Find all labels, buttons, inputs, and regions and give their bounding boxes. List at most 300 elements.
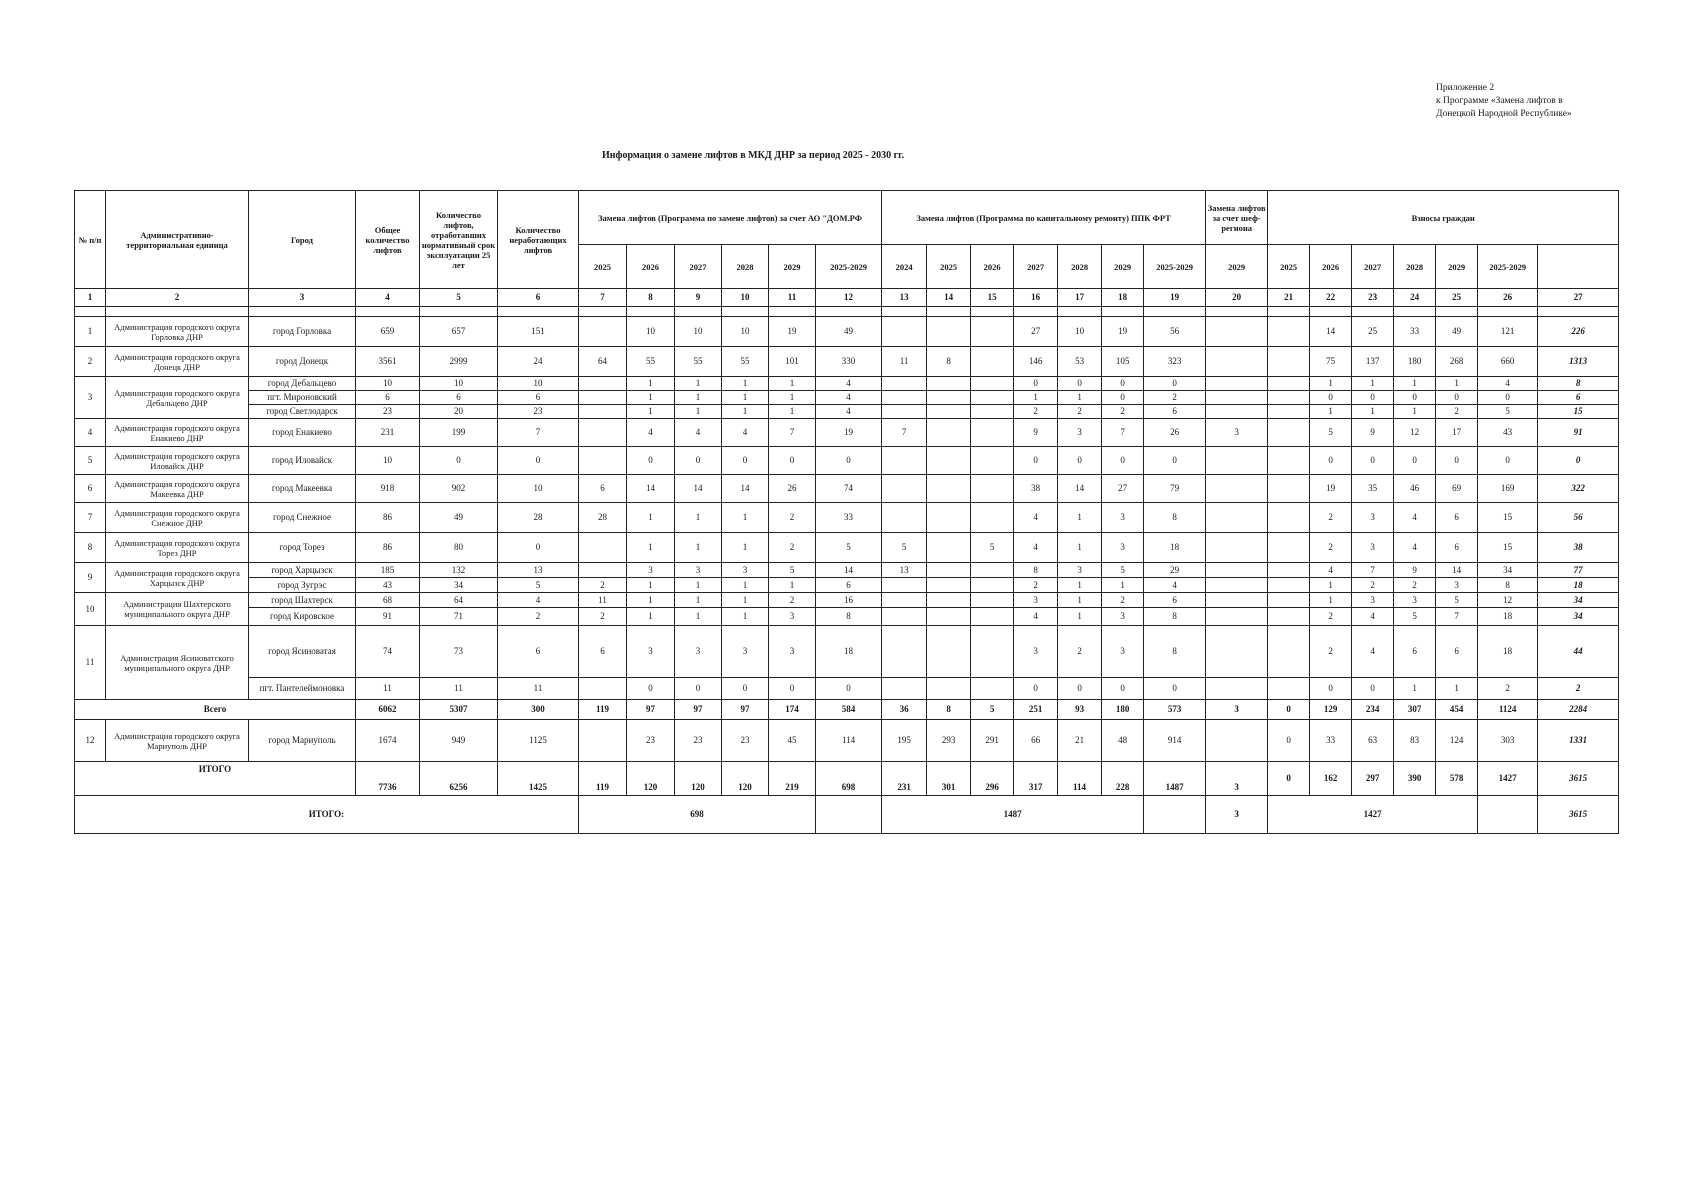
table-cell: 2 (769, 533, 816, 563)
table-cell: 10 (498, 377, 579, 391)
table-cell (882, 593, 927, 608)
table-cell: 2 (579, 578, 627, 593)
table-cell: 97 (722, 700, 769, 720)
table-cell: 18 (1478, 608, 1538, 626)
table-cell: 2 (1394, 578, 1436, 593)
table-cell: 1 (627, 503, 675, 533)
table-cell: 0 (627, 447, 675, 475)
table-cell (1206, 608, 1268, 626)
table-cell (579, 317, 627, 347)
table-cell: 390 (1394, 762, 1436, 796)
table-cell: 64 (579, 347, 627, 377)
table-row (75, 377, 1619, 391)
table-cell (1268, 307, 1310, 317)
table-cell: 1 (769, 377, 816, 391)
table-cell: 14 (1310, 317, 1352, 347)
table-cell: 0 (1268, 762, 1310, 796)
table-cell: 454 (1436, 700, 1478, 720)
table-cell: Всего (75, 700, 356, 720)
table-cell: 0 (498, 533, 579, 563)
table-cell (1268, 593, 1310, 608)
table-cell (1268, 317, 1310, 347)
table-cell: 18 (1144, 533, 1206, 563)
table-cell: 15 (1538, 405, 1619, 419)
table-row (75, 762, 1619, 796)
table-cell: 2029 (1206, 245, 1268, 289)
table-cell: 1 (675, 578, 722, 593)
table-cell: 3 (1394, 593, 1436, 608)
table-cell: 43 (356, 578, 420, 593)
table-cell (971, 447, 1014, 475)
table-cell: 68 (356, 593, 420, 608)
table-cell: 1 (675, 391, 722, 405)
table-cell: 657 (420, 317, 498, 347)
table-cell: 0 (1310, 678, 1352, 700)
table-cell: 1 (1310, 377, 1352, 391)
table-cell: 2029 (769, 245, 816, 289)
table-cell: 93 (1058, 700, 1102, 720)
table-cell: 307 (1394, 700, 1436, 720)
table-cell: 3 (1352, 533, 1394, 563)
table-cell: 105 (1102, 347, 1144, 377)
table-cell: 6 (1144, 593, 1206, 608)
table-cell: 0 (1394, 447, 1436, 475)
table-cell (1268, 447, 1310, 475)
table-cell: 2027 (1014, 245, 1058, 289)
table-cell: 3 (675, 563, 722, 578)
table-cell: 12 (75, 720, 106, 762)
table-cell: 10 (356, 377, 420, 391)
table-cell: 2027 (1352, 245, 1394, 289)
table-cell: 25 (1436, 289, 1478, 307)
table-cell: город Харцызск (249, 563, 356, 578)
table-cell: 3 (1352, 503, 1394, 533)
table-row (75, 626, 1619, 678)
table-cell: 584 (816, 700, 882, 720)
table-cell (579, 563, 627, 578)
table-cell: 4 (816, 377, 882, 391)
table-cell: 199 (420, 419, 498, 447)
table-cell: 8 (816, 608, 882, 626)
table-cell: 0 (1352, 391, 1394, 405)
table-cell: 7 (498, 419, 579, 447)
table-cell: 0 (1352, 447, 1394, 475)
table-cell: 0 (1268, 700, 1310, 720)
table-cell: 19 (1310, 475, 1352, 503)
table-cell: 9 (1014, 419, 1058, 447)
table-cell (1268, 405, 1310, 419)
table-cell: пгт. Пантелеймоновка (249, 678, 356, 700)
table-cell: 26 (769, 475, 816, 503)
table-cell: 3 (1058, 419, 1102, 447)
table-cell (1268, 578, 1310, 593)
table-cell: 180 (1394, 347, 1436, 377)
table-cell: 28 (579, 503, 627, 533)
table-cell: 7 (769, 419, 816, 447)
table-cell: 251 (1014, 700, 1058, 720)
table-cell: 63 (1352, 720, 1394, 762)
table-cell: 14 (1058, 475, 1102, 503)
table-cell: 20 (420, 405, 498, 419)
table-cell: 2 (769, 593, 816, 608)
table-cell: 573 (1144, 700, 1206, 720)
table-cell: 5 (1394, 608, 1436, 626)
table-cell: 4 (356, 289, 420, 307)
table-cell: 1 (722, 377, 769, 391)
table-cell: 5 (769, 563, 816, 578)
table-row (75, 578, 1619, 593)
table-cell: 5 (498, 578, 579, 593)
table-cell (1206, 391, 1268, 405)
table-cell: 3 (75, 377, 106, 419)
table-cell (971, 307, 1014, 317)
table-cell: 330 (816, 347, 882, 377)
table-cell: 0 (1058, 678, 1102, 700)
table-cell: 0 (1014, 678, 1058, 700)
table-cell: 4 (1394, 503, 1436, 533)
table-cell (1206, 405, 1268, 419)
table-cell: 48 (1102, 720, 1144, 762)
table-cell (1014, 307, 1058, 317)
table-cell: 6 (1144, 405, 1206, 419)
table-cell (1478, 307, 1538, 317)
table-cell: 1 (1310, 405, 1352, 419)
table-cell: 6 (498, 289, 579, 307)
table-cell (579, 447, 627, 475)
table-row (75, 419, 1619, 447)
table-cell: 3 (1206, 796, 1268, 834)
table-cell: город Енакиево (249, 419, 356, 447)
table-cell: 5 (1478, 405, 1538, 419)
table-cell: 3 (1352, 593, 1394, 608)
table-cell: 1 (675, 377, 722, 391)
table-cell: 38 (1014, 475, 1058, 503)
table-cell: 3 (722, 626, 769, 678)
table-cell (1144, 307, 1206, 317)
table-cell: 1 (675, 593, 722, 608)
table-cell (1206, 307, 1268, 317)
table-cell: 4 (498, 593, 579, 608)
table-cell (971, 377, 1014, 391)
table-cell (927, 475, 971, 503)
table-cell: 1487 (882, 796, 1144, 834)
table-cell: 28 (498, 503, 579, 533)
table-cell: 2025-2029 (1144, 245, 1206, 289)
table-cell: 15 (971, 289, 1014, 307)
table-cell: 17 (1436, 419, 1478, 447)
table-cell: 3561 (356, 347, 420, 377)
table-cell: 1331 (1538, 720, 1619, 762)
table-cell: 5 (882, 533, 927, 563)
table-cell: 15 (1478, 533, 1538, 563)
table-cell: 8 (1014, 563, 1058, 578)
table-cell: 11 (882, 347, 927, 377)
table-cell: 56 (1538, 503, 1619, 533)
table-cell (1206, 475, 1268, 503)
table-cell: 6 (1394, 626, 1436, 678)
table-cell: 2028 (1058, 245, 1102, 289)
table-cell: 1487 (1144, 762, 1206, 796)
table-cell: 1 (1394, 678, 1436, 700)
table-cell: 2026 (971, 245, 1014, 289)
table-cell (927, 391, 971, 405)
table-row (75, 447, 1619, 475)
table-cell: 71 (420, 608, 498, 626)
table-cell: 11 (498, 678, 579, 700)
table-cell: Администрация Шахтерского муниципального округа ДНР (106, 593, 249, 626)
table-cell: 231 (356, 419, 420, 447)
table-cell: 10 (722, 289, 769, 307)
table-cell: 2 (1310, 533, 1352, 563)
table-row (75, 593, 1619, 608)
table-cell: Административно-территориальная единица (106, 191, 249, 289)
table-cell: 5 (971, 700, 1014, 720)
table-header-row (75, 191, 1619, 245)
table-cell: 34 (1538, 593, 1619, 608)
table-cell: город Светлодарск (249, 405, 356, 419)
table-cell: город Ясиноватая (249, 626, 356, 678)
table-row (75, 347, 1619, 377)
table-cell: город Дебальцево (249, 377, 356, 391)
table-cell (1436, 307, 1478, 317)
table-row (75, 700, 1619, 720)
table-cell: 4 (675, 419, 722, 447)
table-cell: 4 (1352, 608, 1394, 626)
table-cell: 7 (579, 289, 627, 307)
table-cell: 0 (1102, 377, 1144, 391)
table-cell: 234 (1352, 700, 1394, 720)
table-cell: 4 (1014, 533, 1058, 563)
table-cell (971, 593, 1014, 608)
table-cell: 0 (1310, 391, 1352, 405)
table-cell: 2 (1058, 626, 1102, 678)
table-cell: 1 (769, 391, 816, 405)
elevator-replacement-table (74, 190, 1619, 834)
table-cell: 1 (722, 608, 769, 626)
table-cell: 34 (1538, 608, 1619, 626)
table-cell: 1 (1058, 503, 1102, 533)
table-cell (1206, 678, 1268, 700)
table-cell: 0 (1310, 447, 1352, 475)
table-cell: 73 (420, 626, 498, 678)
table-cell: 2 (1538, 678, 1619, 700)
table-cell: 27 (1102, 475, 1144, 503)
table-cell: 19 (1144, 289, 1206, 307)
table-cell: 8 (1144, 626, 1206, 678)
table-cell: 2 (1014, 405, 1058, 419)
table-cell: 10 (675, 317, 722, 347)
table-cell: 2 (1310, 626, 1352, 678)
table-cell: 2027 (675, 245, 722, 289)
table-cell: Администрация городского округа Дебальцево ДНР (106, 377, 249, 419)
table-cell: 296 (971, 762, 1014, 796)
table-cell: 0 (1144, 678, 1206, 700)
table-cell: 1427 (1268, 796, 1478, 834)
table-cell (971, 578, 1014, 593)
table-cell: 2026 (1310, 245, 1352, 289)
table-cell: 4 (1014, 608, 1058, 626)
table-cell: 8 (1144, 608, 1206, 626)
table-cell: 11 (356, 678, 420, 700)
table-cell (971, 475, 1014, 503)
table-cell: 2 (1478, 678, 1538, 700)
table-cell: 19 (1102, 317, 1144, 347)
table-cell: 322 (1538, 475, 1619, 503)
table-cell: 119 (579, 762, 627, 796)
table-cell (1394, 307, 1436, 317)
table-cell: 10 (356, 447, 420, 475)
table-cell: 6 (816, 578, 882, 593)
table-cell: 4 (627, 419, 675, 447)
table-cell (1268, 626, 1310, 678)
table-cell: 4 (1310, 563, 1352, 578)
table-cell: 2999 (420, 347, 498, 377)
table-cell (971, 347, 1014, 377)
table-cell: 46 (1394, 475, 1436, 503)
table-cell: 2029 (1436, 245, 1478, 289)
table-cell: 18 (816, 626, 882, 678)
table-cell: 18 (1478, 626, 1538, 678)
table-row (75, 503, 1619, 533)
table-cell: 949 (420, 720, 498, 762)
table-cell: 8 (627, 289, 675, 307)
table-cell (579, 377, 627, 391)
table-cell: 4 (1394, 533, 1436, 563)
table-cell: 56 (1144, 317, 1206, 347)
table-cell: 195 (882, 720, 927, 762)
table-cell (971, 503, 1014, 533)
table-cell (1352, 307, 1394, 317)
table-cell: 77 (1538, 563, 1619, 578)
table-cell: 3 (769, 626, 816, 678)
table-cell: 6 (356, 391, 420, 405)
table-cell: 1 (675, 608, 722, 626)
table-cell: 2025-2029 (816, 245, 882, 289)
table-cell (927, 419, 971, 447)
table-cell (579, 405, 627, 419)
table-cell: 3615 (1538, 762, 1619, 796)
table-cell: 10 (722, 317, 769, 347)
table-cell: 1 (675, 405, 722, 419)
table-cell (882, 626, 927, 678)
table-cell: 97 (627, 700, 675, 720)
table-cell: Администрация городского округа Снежное ДНР (106, 503, 249, 533)
table-cell: Администрация городского округа Донецк ДНР (106, 347, 249, 377)
table-cell: 2 (75, 347, 106, 377)
table-cell: 6256 (420, 762, 498, 796)
table-cell: 2 (1014, 578, 1058, 593)
table-cell: 0 (675, 447, 722, 475)
table-cell: 5 (1102, 563, 1144, 578)
table-cell: 6 (75, 475, 106, 503)
table-cell: город Макеевка (249, 475, 356, 503)
table-cell (1206, 593, 1268, 608)
table-cell: 1 (627, 391, 675, 405)
table-cell: Общее количество лифтов (356, 191, 420, 289)
table-cell: 86 (356, 503, 420, 533)
table-cell: 2284 (1538, 700, 1619, 720)
table-cell: 49 (420, 503, 498, 533)
table-cell: 1 (1310, 578, 1352, 593)
table-cell: Администрация городского округа Мариуполь ДНР (106, 720, 249, 762)
table-cell: 578 (1436, 762, 1478, 796)
table-cell: 0 (1352, 678, 1394, 700)
table-cell: город Зугрэс (249, 578, 356, 593)
table-cell: 291 (971, 720, 1014, 762)
table-cell (927, 405, 971, 419)
table-cell (1268, 563, 1310, 578)
table-cell: 0 (498, 447, 579, 475)
table-cell: 660 (1478, 347, 1538, 377)
table-cell: 10 (627, 317, 675, 347)
table-cell (1268, 678, 1310, 700)
table-cell: 3 (1102, 533, 1144, 563)
table-cell: 1 (1436, 678, 1478, 700)
table-cell: 0 (1478, 391, 1538, 405)
table-cell: 6 (498, 626, 579, 678)
table-cell: 8 (1538, 377, 1619, 391)
table-cell: 0 (627, 678, 675, 700)
table-cell (579, 391, 627, 405)
table-cell: город Иловайск (249, 447, 356, 475)
table-cell: 5 (75, 447, 106, 475)
table-cell (927, 626, 971, 678)
table-cell: 0 (722, 678, 769, 700)
table-cell: 2 (1058, 405, 1102, 419)
table-cell: 64 (420, 593, 498, 608)
table-cell (579, 533, 627, 563)
table-cell: 180 (1102, 700, 1144, 720)
table-cell: 3 (249, 289, 356, 307)
table-cell: 86 (356, 533, 420, 563)
table-cell: 1 (1436, 377, 1478, 391)
table-cell (1206, 578, 1268, 593)
table-cell (882, 678, 927, 700)
table-cell: 6062 (356, 700, 420, 720)
table-cell (927, 317, 971, 347)
table-cell: 53 (1058, 347, 1102, 377)
table-cell: 1 (1058, 533, 1102, 563)
table-cell (1268, 377, 1310, 391)
table-cell: ИТОГО: (75, 796, 579, 834)
table-cell: 0 (722, 447, 769, 475)
table-cell: 8 (1144, 503, 1206, 533)
table-cell: 36 (882, 700, 927, 720)
table-row (75, 720, 1619, 762)
appendix-line: Донецкой Народной Республике» (1436, 109, 1572, 119)
table-cell: 6 (1538, 391, 1619, 405)
table-cell: 4 (1352, 626, 1394, 678)
table-cell (927, 563, 971, 578)
table-cell (882, 447, 927, 475)
table-cell: 1 (722, 533, 769, 563)
table-cell: 74 (356, 626, 420, 678)
table-cell: 4 (1478, 377, 1538, 391)
table-cell: 0 (1268, 720, 1310, 762)
table-cell: 6 (420, 391, 498, 405)
table-cell: 18 (1102, 289, 1144, 307)
table-cell: 3 (1014, 593, 1058, 608)
table-cell: 9 (675, 289, 722, 307)
table-cell: 0 (1102, 391, 1144, 405)
table-cell: 0 (1436, 391, 1478, 405)
table-cell: Количество лифтов, отработавших нормативный срок эксплуатации 25 лет (420, 191, 498, 289)
table-cell (816, 796, 882, 834)
table-cell: 301 (927, 762, 971, 796)
table-cell: 3 (1206, 419, 1268, 447)
table-cell: 918 (356, 475, 420, 503)
table-cell: 293 (927, 720, 971, 762)
